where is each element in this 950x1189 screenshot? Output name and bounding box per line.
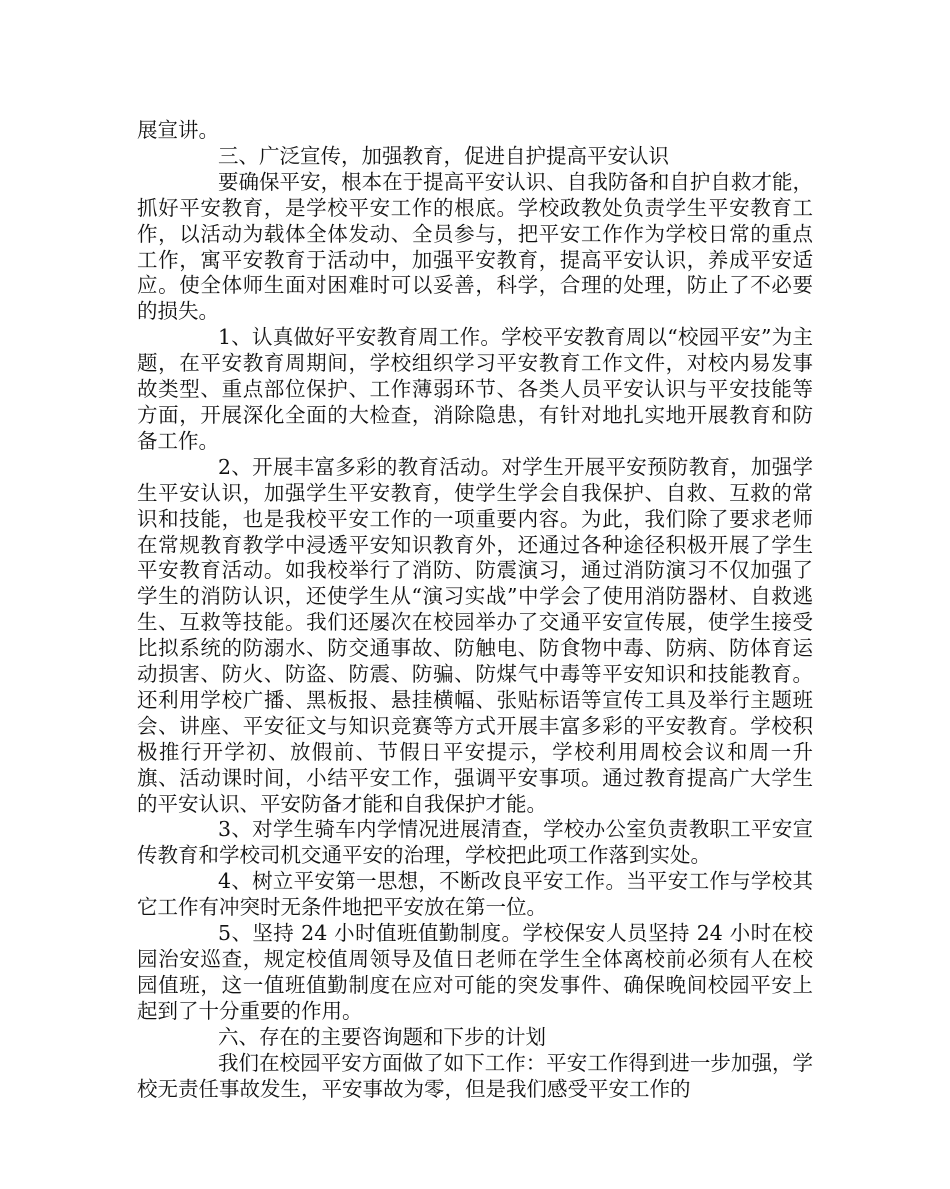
section-heading-three: 三、广泛宣传，加强教育，促进自护提高平安认识	[218, 143, 669, 168]
document-body	[137, 118, 813, 1102]
paragraph-continuation: 展宣讲。	[137, 118, 219, 142]
paragraph-item-5: 5、坚持 24 小时值班值勤制度。学校保安人员坚持 24 小时在校园治安巡查，规定校值周领导及值日老师在学生全体离校前必须有人在校园值班，这一值班值勤制度在应对可能的突发事件、确保晚间校园平安上起到了十分重要的作用。	[137, 921, 813, 1023]
paragraph-safety-education: 要确保平安，根本在于提高平安认识、自我防备和自护自救才能，抓好平安教育，是学校平安工作的根底。学校政教处负责学生平安教育工作，以活动为载体全体发动、全员参与，把平安工作作为学校日常的重点工作，寓平安教育于活动中，加强平安教育，提高平安认识，养成平安适应。使全体师生面对困难时可以妥善，科学，合理的处理，防止了不必要的损失。	[137, 169, 813, 324]
paragraph-item-3: 3、对学生骑车内学情况进展清查，学校办公室负责教职工平安宣传教育和学校司机交通平安的治理，学校把此项工作落到实处。	[137, 817, 813, 868]
paragraph-summary: 我们在校园平安方面做了如下工作：平安工作得到进一步加强，学校无责任事故发生，平安事故为零，但是我们感受平安工作的	[137, 1050, 813, 1101]
paragraph-item-1: 1、认真做好平安教育周工作。学校平安教育周以“校园平安”为主题，在平安教育周期间，学校组织学习平安教育工作文件，对校内易发事故类型、重点部位保护、工作薄弱环节、各类人员平安认识与平安技能等方面，开展深化全面的大检查，消除隐患，有针对地扎实地开展教育和防备工作。	[137, 325, 813, 453]
paragraph-item-2: 2、开展丰富多彩的教育活动。对学生开展平安预防教育，加强学生平安认识，加强学生平安教育，使学生学会自我保护、自救、互救的常识和技能，也是我校平安工作的一项重要内容。为此，我们除了要求老师在常规教育教学中浸透平安知识教育外，还通过各种途径积极开展了学生平安教育活动。如我校举行了消防、防震演习，通过消防演习不仅加强了学生的消防认识，还使学生从“演习实战”中学会了使用消防器材、自救逃生、互救等技能。我们还屡次在校园举办了交通平安宣传展，使学生接受比拟系统的防溺水、防交通事故、防触电、防食物中毒、防病、防体育运动损害、防火、防盗、防震、防骗、防煤气中毒等平安知识和技能教育。还利用学校广播、黑板报、悬挂横幅、张贴标语等宣传工具及举行主题班会、讲座、平安征文与知识竞赛等方式开展丰富多彩的平安教育。学校积极推行开学初、放假前、节假日平安提示，学校利用周校会议和周一升旗、活动课时间，小结平安工作，强调平安事项。通过教育提高广大学生的平安认识、平安防备才能和自我保护才能。	[137, 454, 813, 816]
paragraph-item-4: 4、树立平安第一思想，不断改良平安工作。当平安工作与学校其它工作有冲突时无条件地把平安放在第一位。	[137, 869, 813, 920]
section-heading-six: 六、存在的主要咨询题和下步的计划	[218, 1024, 546, 1049]
